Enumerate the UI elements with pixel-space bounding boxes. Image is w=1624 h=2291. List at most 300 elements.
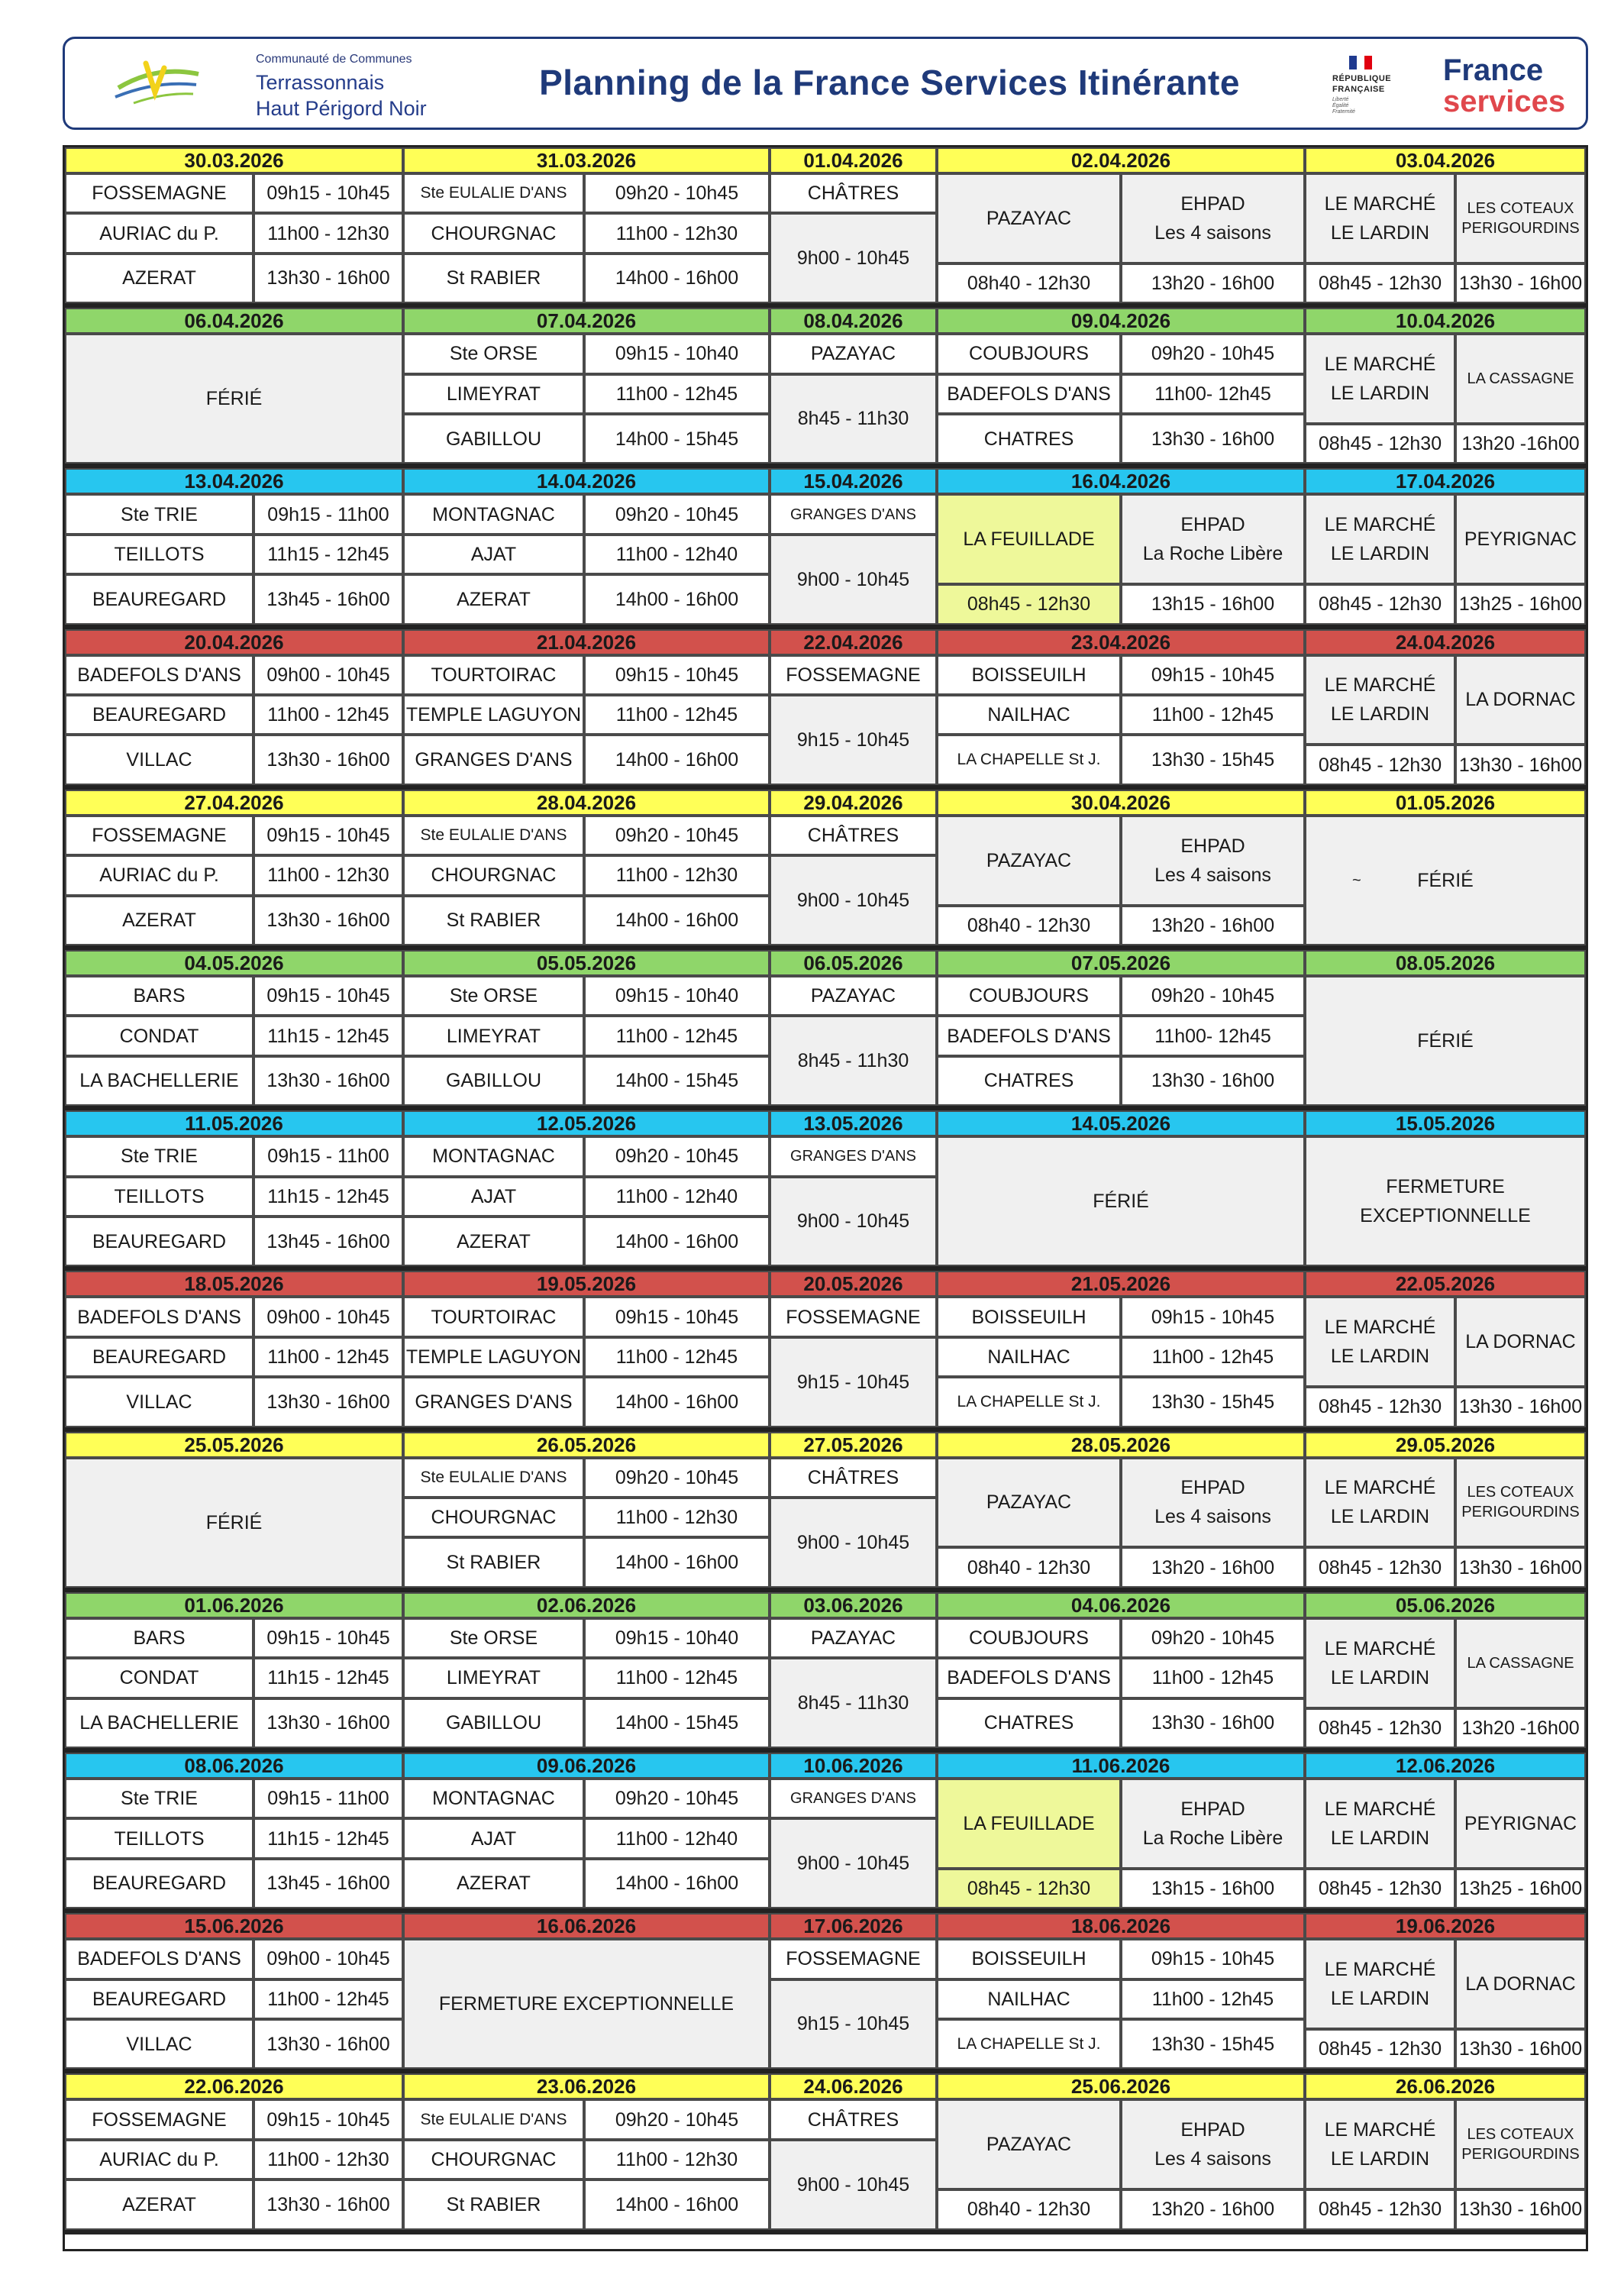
place-cell: Ste TRIE <box>65 494 253 534</box>
time-cell: 14h00 - 16h00 <box>584 896 770 945</box>
time-cell: 11h00 - 12h45 <box>584 374 770 414</box>
time-cell: 13h30 - 16h00 <box>1121 1056 1305 1106</box>
time-cell: 11h15 - 12h45 <box>253 535 403 574</box>
location-cell: PAZAYAC <box>937 2099 1121 2189</box>
page-header <box>63 37 1588 130</box>
place-cell: AZERAT <box>403 1859 584 1908</box>
time-cell: 09h15 - 10h45 <box>253 976 403 1016</box>
day-date-header: 21.05.2026 <box>937 1271 1305 1297</box>
time-cell: 08h45 - 12h30 <box>937 1869 1121 1908</box>
day-date-header: 13.05.2026 <box>770 1110 937 1136</box>
closure-cell <box>937 1136 1305 1266</box>
day-date-header: 15.06.2026 <box>65 1913 403 1939</box>
time-cell: 13h30 - 16h00 <box>253 2180 403 2229</box>
place-cell: LA BACHELLERIE <box>65 1698 253 1748</box>
time-cell: 08h45 - 12h30 <box>1305 1708 1455 1748</box>
day-date-header: 16.04.2026 <box>937 468 1305 494</box>
location-label-2: Les 4 saisons <box>1154 2148 1271 2170</box>
day-date-header: 15.04.2026 <box>770 468 937 494</box>
time-cell: 9h15 - 10h45 <box>770 695 937 785</box>
place-cell: AZERAT <box>403 574 584 624</box>
day-date-header: 22.05.2026 <box>1305 1271 1586 1297</box>
place-cell: AJAT <box>403 1177 584 1217</box>
week-block <box>65 1913 1586 2073</box>
place-cell: VILLAC <box>65 735 253 784</box>
time-cell: 9h00 - 10h45 <box>770 1818 937 1908</box>
time-cell: 9h00 - 10h45 <box>770 855 937 945</box>
place-cell: FOSSEMAGNE <box>770 1939 937 1979</box>
time-cell: 09h15 - 10h45 <box>253 2099 403 2139</box>
location-label-2: LE LARDIN <box>1330 1346 1430 1368</box>
time-cell: 08h45 - 12h30 <box>1305 1387 1455 1427</box>
location-label-2: LE LARDIN <box>1330 543 1430 565</box>
time-cell: 13h30 - 16h00 <box>253 735 403 784</box>
time-cell: 11h00 - 12h45 <box>584 1016 770 1055</box>
time-cell: 09h20 - 10h45 <box>584 2099 770 2139</box>
place-cell: CHATRES <box>937 1056 1121 1106</box>
time-cell: 13h20 - 16h00 <box>1121 906 1305 945</box>
time-cell: 13h30 - 16h00 <box>1455 1547 1586 1587</box>
location-cell <box>1305 1779 1455 1869</box>
closure-label: FÉRIÉ <box>1417 1030 1474 1052</box>
day-date-header: 04.06.2026 <box>937 1592 1305 1618</box>
time-cell: 13h15 - 16h00 <box>1121 1869 1305 1908</box>
time-cell: 11h00 - 12h45 <box>1121 1658 1305 1698</box>
place-cell: GABILLOU <box>403 414 584 464</box>
location-label-2: PERIGOURDINS <box>1461 2146 1580 2163</box>
time-cell: 09h20 - 10h45 <box>584 173 770 213</box>
day-date-header: 25.06.2026 <box>937 2073 1305 2099</box>
location-cell <box>1305 334 1455 424</box>
time-cell: 14h00 - 16h00 <box>584 1859 770 1908</box>
place-cell: CHÂTRES <box>770 1458 937 1498</box>
location-label: LE MARCHÉ <box>1324 1959 1436 1981</box>
place-cell: TEILLOTS <box>65 1177 253 1217</box>
place-cell: BADEFOLS D'ANS <box>937 374 1121 414</box>
place-cell: VILLAC <box>65 1377 253 1427</box>
day-date-header: 23.06.2026 <box>403 2073 770 2099</box>
place-cell: BARS <box>65 1618 253 1658</box>
place-cell: CHOURGNAC <box>403 213 584 253</box>
day-date-header: 17.06.2026 <box>770 1913 937 1939</box>
place-cell: LA CHAPELLE St J. <box>937 735 1121 784</box>
rf-line2: FRANÇAISE <box>1332 85 1385 94</box>
place-cell: Ste TRIE <box>65 1136 253 1176</box>
time-cell: 08h45 - 12h30 <box>1305 745 1455 784</box>
day-date-header: 05.05.2026 <box>403 950 770 976</box>
location-label: LES COTEAUX <box>1467 199 1574 217</box>
day-date-header: 29.04.2026 <box>770 790 937 816</box>
tilde-mark: ~ <box>1352 871 1361 889</box>
location-label-2: LE LARDIN <box>1330 703 1430 725</box>
day-date-header: 17.04.2026 <box>1305 468 1586 494</box>
time-cell: 13h20 - 16h00 <box>1121 1547 1305 1587</box>
week-block <box>65 308 1586 468</box>
time-cell: 13h30 - 15h45 <box>1121 735 1305 784</box>
place-cell: PAZAYAC <box>770 334 937 373</box>
place-cell: NAILHAC <box>937 1337 1121 1377</box>
closure-cell <box>1305 976 1586 1106</box>
day-date-header: 31.03.2026 <box>403 147 770 173</box>
place-cell: FOSSEMAGNE <box>65 173 253 213</box>
day-date-header: 20.04.2026 <box>65 629 403 655</box>
time-cell: 13h30 - 16h00 <box>1455 2189 1586 2229</box>
time-cell: 09h15 - 10h45 <box>584 1297 770 1336</box>
location-cell <box>1305 1939 1455 2029</box>
time-cell: 09h15 - 11h00 <box>253 1136 403 1176</box>
closure-label: FERMETURE EXCEPTIONNELLE <box>438 1993 735 2015</box>
time-cell: 8h45 - 11h30 <box>770 1016 937 1106</box>
place-cell: CHATRES <box>937 1698 1121 1748</box>
rf-motto: Liberté Égalité Fraternité <box>1332 97 1355 115</box>
location-label-2: PERIGOURDINS <box>1461 1504 1580 1521</box>
time-cell: 09h15 - 10h45 <box>253 1618 403 1658</box>
rf-line1: RÉPUBLIQUE <box>1332 74 1392 83</box>
location-label: LES COTEAUX <box>1467 1484 1574 1501</box>
location-label-2: Les 4 saisons <box>1154 1506 1271 1528</box>
day-date-header: 30.03.2026 <box>65 147 403 173</box>
time-cell: 09h15 - 10h45 <box>1121 1939 1305 1979</box>
time-cell: 13h30 - 16h00 <box>1455 263 1586 303</box>
place-cell: BADEFOLS D'ANS <box>65 1939 253 1979</box>
location-cell <box>1305 1297 1455 1387</box>
time-cell: 13h30 - 15h45 <box>1121 2019 1305 2069</box>
day-date-header: 30.04.2026 <box>937 790 1305 816</box>
location-cell: PAZAYAC <box>937 1458 1121 1548</box>
location-label: EHPAD <box>1180 1798 1245 1820</box>
place-cell: COUBJOURS <box>937 334 1121 373</box>
location-label-2: La Roche Libère <box>1142 1827 1283 1849</box>
time-cell: 11h00 - 12h30 <box>584 213 770 253</box>
time-cell: 09h20 - 10h45 <box>584 1458 770 1498</box>
time-cell: 09h15 - 10h40 <box>584 1618 770 1658</box>
time-cell: 11h00 - 12h30 <box>253 213 403 253</box>
place-cell: Ste ORSE <box>403 976 584 1016</box>
time-cell: 08h40 - 12h30 <box>937 2189 1121 2229</box>
time-cell: 13h30 - 16h00 <box>253 896 403 945</box>
time-cell: 13h30 - 16h00 <box>1455 1387 1586 1427</box>
day-date-header: 24.04.2026 <box>1305 629 1586 655</box>
time-cell: 11h00 - 12h45 <box>584 1337 770 1377</box>
time-cell: 14h00 - 16h00 <box>584 574 770 624</box>
place-cell: CHOURGNAC <box>403 855 584 895</box>
place-cell: GRANGES D'ANS <box>403 1377 584 1427</box>
place-cell: GRANGES D'ANS <box>403 735 584 784</box>
location-label-2: LE LARDIN <box>1330 1827 1430 1849</box>
location-cell: LA CASSAGNE <box>1455 334 1586 424</box>
time-cell: 11h00 - 12h45 <box>584 1658 770 1698</box>
day-date-header: 19.05.2026 <box>403 1271 770 1297</box>
time-cell: 09h20 - 10h45 <box>1121 976 1305 1016</box>
time-cell: 9h00 - 10h45 <box>770 1177 937 1267</box>
location-label: EHPAD <box>1180 514 1245 536</box>
place-cell: AURIAC du P. <box>65 2140 253 2180</box>
place-cell: GABILLOU <box>403 1056 584 1106</box>
place-cell: BADEFOLS D'ANS <box>937 1016 1121 1055</box>
day-date-header: 20.05.2026 <box>770 1271 937 1297</box>
location-label-2: LE LARDIN <box>1330 1506 1430 1528</box>
location-label: LES COTEAUX <box>1467 2126 1574 2144</box>
place-cell: BOISSEUILH <box>937 1939 1121 1979</box>
time-cell: 13h25 - 16h00 <box>1455 1869 1586 1908</box>
day-date-header: 23.04.2026 <box>937 629 1305 655</box>
place-cell: LIMEYRAT <box>403 1016 584 1055</box>
location-cell <box>1305 2099 1455 2189</box>
time-cell: 09h15 - 10h40 <box>584 976 770 1016</box>
time-cell: 14h00 - 16h00 <box>584 1217 770 1266</box>
place-cell: COUBJOURS <box>937 1618 1121 1658</box>
place-cell: COUBJOURS <box>937 976 1121 1016</box>
day-date-header: 18.05.2026 <box>65 1271 403 1297</box>
week-block <box>65 1110 1586 1271</box>
time-cell: 13h30 - 15h45 <box>1121 1377 1305 1427</box>
time-cell: 09h20 - 10h45 <box>584 816 770 855</box>
location-cell: LA FEUILLADE <box>937 494 1121 584</box>
location-label: LE MARCHÉ <box>1324 354 1436 376</box>
closure-cell <box>1305 816 1586 945</box>
community-logo-icon <box>111 57 202 112</box>
org-name-line2: Haut Périgord Noir <box>256 97 427 120</box>
time-cell: 9h00 - 10h45 <box>770 2140 937 2230</box>
location-cell <box>1121 494 1305 584</box>
time-cell: 09h00 - 10h45 <box>253 655 403 695</box>
time-cell: 11h15 - 12h45 <box>253 1818 403 1858</box>
place-cell: CHÂTRES <box>770 2099 937 2139</box>
week-block <box>65 1271 1586 1431</box>
page-title: Planning de la France Services Itinérante <box>539 63 1240 102</box>
place-cell: LIMEYRAT <box>403 374 584 414</box>
place-cell: BEAUREGARD <box>65 1337 253 1377</box>
time-cell: 09h00 - 10h45 <box>253 1939 403 1979</box>
day-date-header: 01.05.2026 <box>1305 790 1586 816</box>
time-cell: 09h15 - 10h45 <box>253 173 403 213</box>
time-cell: 9h15 - 10h45 <box>770 1337 937 1427</box>
week-block <box>65 1753 1586 1913</box>
time-cell: 13h30 - 16h00 <box>1121 1698 1305 1748</box>
location-cell <box>1121 816 1305 906</box>
time-cell: 09h15 - 10h45 <box>1121 655 1305 695</box>
day-date-header: 02.04.2026 <box>937 147 1305 173</box>
location-cell <box>1121 173 1305 263</box>
closure-label: FÉRIÉ <box>205 1511 263 1533</box>
time-cell: 09h20 - 10h45 <box>584 1779 770 1818</box>
day-date-header: 19.06.2026 <box>1305 1913 1586 1939</box>
time-cell: 13h30 - 16h00 <box>1121 414 1305 464</box>
time-cell: 8h45 - 11h30 <box>770 1658 937 1748</box>
place-cell: FOSSEMAGNE <box>770 1297 937 1336</box>
time-cell: 14h00 - 15h45 <box>584 1056 770 1106</box>
time-cell: 11h15 - 12h45 <box>253 1016 403 1055</box>
day-date-header: 27.05.2026 <box>770 1432 937 1458</box>
location-label-2: Les 4 saisons <box>1154 221 1271 244</box>
location-label: LE MARCHÉ <box>1324 1477 1436 1499</box>
location-cell: LA FEUILLADE <box>937 1779 1121 1869</box>
location-label-2: LE LARDIN <box>1330 383 1430 405</box>
time-cell: 08h45 - 12h30 <box>1305 2029 1455 2069</box>
place-cell: CONDAT <box>65 1658 253 1698</box>
time-cell: 08h45 - 12h30 <box>1305 424 1455 464</box>
time-cell: 14h00 - 15h45 <box>584 414 770 464</box>
org-name-line1: Terrassonnais <box>256 71 385 94</box>
day-date-header: 05.06.2026 <box>1305 1592 1586 1618</box>
place-cell: GRANGES D'ANS <box>770 1136 937 1176</box>
time-cell: 09h00 - 10h45 <box>253 1297 403 1336</box>
time-cell: 9h00 - 10h45 <box>770 213 937 303</box>
location-cell: PAZAYAC <box>937 173 1121 263</box>
week-block <box>65 1592 1586 1753</box>
place-cell: BOISSEUILH <box>937 1297 1121 1336</box>
place-cell: AZERAT <box>65 254 253 303</box>
day-date-header: 12.06.2026 <box>1305 1753 1586 1779</box>
time-cell: 9h00 - 10h45 <box>770 1498 937 1588</box>
place-cell: BEAUREGARD <box>65 695 253 735</box>
location-label-2: LE LARDIN <box>1330 1666 1430 1688</box>
community-logo <box>103 47 462 123</box>
time-cell: 11h00 - 12h40 <box>584 1177 770 1217</box>
time-cell: 08h40 - 12h30 <box>937 906 1121 945</box>
time-cell: 11h15 - 12h45 <box>253 1177 403 1217</box>
time-cell: 11h00- 12h45 <box>1121 374 1305 414</box>
day-date-header: 24.06.2026 <box>770 2073 937 2099</box>
place-cell: BEAUREGARD <box>65 1217 253 1266</box>
place-cell: CONDAT <box>65 1016 253 1055</box>
french-flag-icon <box>1349 56 1372 69</box>
time-cell: 13h30 - 16h00 <box>1455 745 1586 784</box>
day-date-header: 03.04.2026 <box>1305 147 1586 173</box>
place-cell: TEMPLE LAGUYON <box>403 1337 584 1377</box>
time-cell: 09h15 - 10h40 <box>584 334 770 373</box>
day-date-header: 11.05.2026 <box>65 1110 403 1136</box>
place-cell: Ste EULALIE D'ANS <box>403 816 584 855</box>
time-cell: 11h00 - 12h45 <box>253 1979 403 2019</box>
time-cell: 13h20 - 16h00 <box>1121 263 1305 303</box>
location-cell <box>1121 1779 1305 1869</box>
place-cell: BADEFOLS D'ANS <box>937 1658 1121 1698</box>
place-cell: TEMPLE LAGUYON <box>403 695 584 735</box>
time-cell: 09h15 - 10h45 <box>1121 1297 1305 1336</box>
time-cell: 11h15 - 12h45 <box>253 1658 403 1698</box>
location-cell <box>1305 1458 1455 1548</box>
week-block <box>65 1432 1586 1592</box>
place-cell: AJAT <box>403 1818 584 1858</box>
time-cell: 13h30 - 16h00 <box>253 1377 403 1427</box>
time-cell: 11h00 - 12h45 <box>1121 1337 1305 1377</box>
location-label: LE MARCHÉ <box>1324 514 1436 536</box>
time-cell: 13h45 - 16h00 <box>253 1859 403 1908</box>
time-cell: 09h20 - 10h45 <box>584 494 770 534</box>
place-cell: CHATRES <box>937 414 1121 464</box>
place-cell: AURIAC du P. <box>65 855 253 895</box>
time-cell: 9h00 - 10h45 <box>770 535 937 625</box>
schedule-table <box>63 145 1588 2251</box>
time-cell: 8h45 - 11h30 <box>770 374 937 464</box>
location-label: EHPAD <box>1180 1477 1245 1499</box>
day-date-header: 08.05.2026 <box>1305 950 1586 976</box>
time-cell: 14h00 - 16h00 <box>584 1377 770 1427</box>
place-cell: TOURTOIRAC <box>403 655 584 695</box>
place-cell: BADEFOLS D'ANS <box>65 655 253 695</box>
fs-line2: services <box>1443 85 1566 118</box>
location-cell <box>1121 2099 1305 2189</box>
day-date-header: 14.04.2026 <box>403 468 770 494</box>
place-cell: AURIAC du P. <box>65 213 253 253</box>
time-cell: 14h00 - 16h00 <box>584 2180 770 2229</box>
place-cell: GRANGES D'ANS <box>770 1779 937 1818</box>
location-cell <box>1455 2099 1586 2189</box>
day-date-header: 22.06.2026 <box>65 2073 403 2099</box>
place-cell: AZERAT <box>65 896 253 945</box>
time-cell: 08h45 - 12h30 <box>1305 584 1455 624</box>
location-label-2: Les 4 saisons <box>1154 864 1271 886</box>
day-date-header: 11.06.2026 <box>937 1753 1305 1779</box>
time-cell: 13h30 - 16h00 <box>1455 2029 1586 2069</box>
time-cell: 13h20 -16h00 <box>1455 1708 1586 1748</box>
place-cell: TEILLOTS <box>65 535 253 574</box>
time-cell: 11h00 - 12h30 <box>584 1498 770 1537</box>
france-services-logo <box>1443 54 1596 117</box>
closure-cell <box>1305 1136 1586 1266</box>
fs-line1: France <box>1443 53 1544 87</box>
location-label: LE MARCHÉ <box>1324 1637 1436 1659</box>
location-cell: LA DORNAC <box>1455 655 1586 745</box>
location-cell <box>1305 494 1455 584</box>
place-cell: GABILLOU <box>403 1698 584 1748</box>
time-cell: 13h25 - 16h00 <box>1455 584 1586 624</box>
time-cell: 11h00 - 12h30 <box>253 2140 403 2180</box>
time-cell: 09h15 - 10h45 <box>584 655 770 695</box>
time-cell: 13h30 - 16h00 <box>253 2019 403 2069</box>
place-cell: BEAUREGARD <box>65 1979 253 2019</box>
time-cell: 08h45 - 12h30 <box>937 584 1121 624</box>
place-cell: Ste EULALIE D'ANS <box>403 2099 584 2139</box>
time-cell: 13h45 - 16h00 <box>253 1217 403 1266</box>
time-cell: 13h20 - 16h00 <box>1121 2189 1305 2229</box>
time-cell: 11h00 - 12h30 <box>584 855 770 895</box>
time-cell: 08h45 - 12h30 <box>1305 1869 1455 1908</box>
place-cell: LIMEYRAT <box>403 1658 584 1698</box>
place-cell: AZERAT <box>403 1217 584 1266</box>
time-cell: 13h15 - 16h00 <box>1121 584 1305 624</box>
day-date-header: 09.04.2026 <box>937 308 1305 334</box>
day-date-header: 02.06.2026 <box>403 1592 770 1618</box>
day-date-header: 22.04.2026 <box>770 629 937 655</box>
day-date-header: 07.05.2026 <box>937 950 1305 976</box>
day-date-header: 04.05.2026 <box>65 950 403 976</box>
closure-cell <box>403 1939 770 2069</box>
day-date-header: 26.06.2026 <box>1305 2073 1586 2099</box>
time-cell: 9h15 - 10h45 <box>770 1979 937 2070</box>
time-cell: 14h00 - 15h45 <box>584 1698 770 1748</box>
location-label-2: La Roche Libère <box>1142 543 1283 565</box>
time-cell: 14h00 - 16h00 <box>584 735 770 784</box>
place-cell: CHÂTRES <box>770 173 937 213</box>
week-block <box>65 147 1586 308</box>
location-label-2: LE LARDIN <box>1330 1988 1430 2010</box>
place-cell: BEAUREGARD <box>65 1859 253 1908</box>
week-block <box>65 790 1586 950</box>
time-cell: 11h00 - 12h45 <box>584 695 770 735</box>
day-date-header: 07.04.2026 <box>403 308 770 334</box>
day-date-header: 08.04.2026 <box>770 308 937 334</box>
location-label: LE MARCHÉ <box>1324 192 1436 215</box>
time-cell: 11h00 - 12h40 <box>584 1818 770 1858</box>
place-cell: NAILHAC <box>937 695 1121 735</box>
day-date-header: 18.06.2026 <box>937 1913 1305 1939</box>
time-cell: 09h20 - 10h45 <box>1121 1618 1305 1658</box>
org-small-label: Communauté de Communes <box>256 53 412 66</box>
time-cell: 09h15 - 10h45 <box>253 816 403 855</box>
day-date-header: 03.06.2026 <box>770 1592 937 1618</box>
